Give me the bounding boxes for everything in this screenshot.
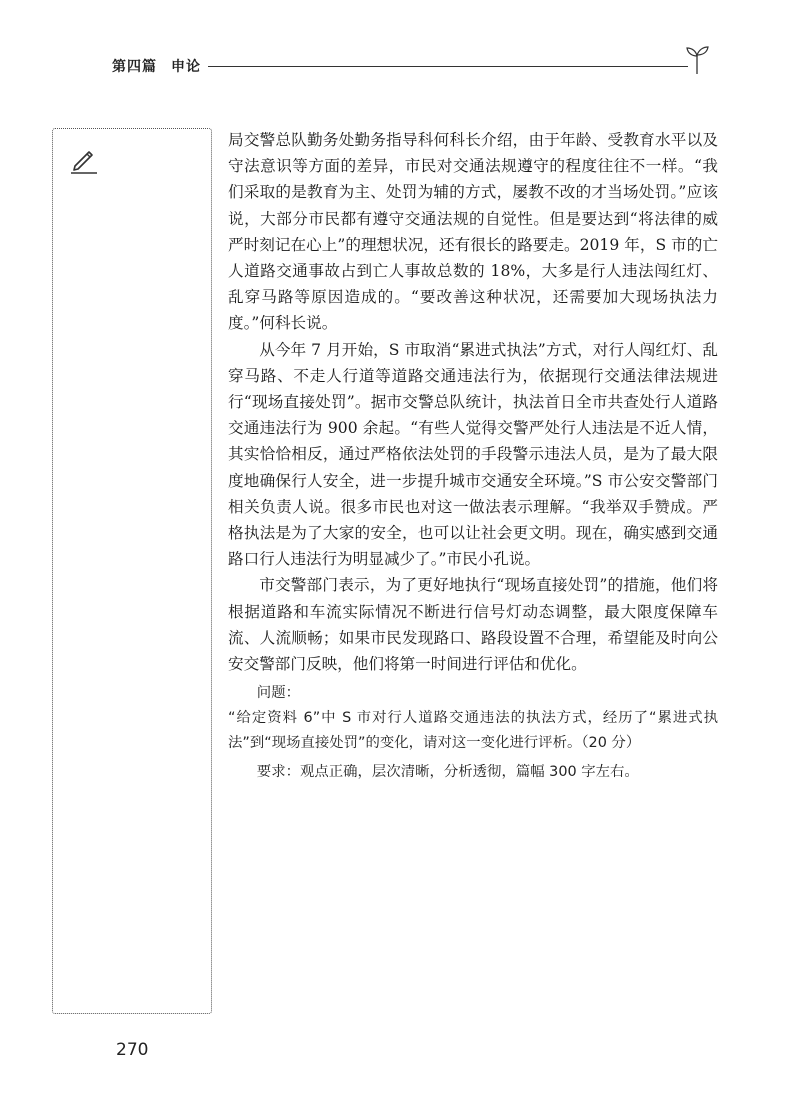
question-block [228, 681, 718, 785]
question-label: 问题： [256, 685, 300, 702]
question-requirement: 要求：观点正确，层次清晰，分析透彻，篇幅 300 字左右。 [256, 764, 639, 781]
article-body [228, 127, 718, 785]
header-rule [208, 66, 688, 67]
paragraph: 局交警总队勤务处勤务指导科何科长介绍，由于年龄、受教育水平以及守法意识等方面的差异，市民对交通法规遵守的程度往往不一样。“我们采取的是教育为主、处罚为辅的方式，屡教不改的才当场处罚。”应该说，大部分市民都有遵守交通法规的自觉性。但是要达到“将法律的威严时刻记在心上”的理想状况，还有很长的路要走。2019 年，S 市的亡人道路交通事故占到亡人事故总数的 18%，大多是行人违法闯红灯、乱穿马路等原因造成的。“要改善这种状况，还需要加大现场执法力度。”何科长说。 [228, 131, 718, 333]
paragraph: 从今年 7 月开始，S 市取消“累进式执法”方式，对行人闯红灯、乱穿马路、不走人行道等道路交通违法行为，依据现行交通法律法规进行“现场直接处罚”。据市交警总队统计，执法首日全市共查处行人道路交通违法行为 900 余起。“有些人觉得交警严处行人违法是不近人情，其实恰恰相反，通过严格依法处罚的手段警示违法人员，是为了最大限度地确保行人安全，进一步提升城市交通安全环境。”S 市公安交警部门相关负责人说。很多市民也对这一做法表示理解。“我举双手赞成。严格执法是为了大家的安全，也可以让社会更文明。现在，确实感到交通路口行人违法行为明显减少了。”市民小孔说。 [228, 340, 718, 569]
paragraph: 市交警部门表示，为了更好地执行“现场直接处罚”的措施，他们将根据道路和车流实际情况不断进行信号灯动态调整，最大限度保障车流、人流顺畅；如果市民发现路口、路段设置不合理，希望能及时向公安交警部门反映，他们将第一时间进行评估和优化。 [228, 576, 718, 674]
pen-icon [69, 145, 99, 175]
question-text: “给定资料 6”中 S 市对行人道路交通违法的执法方式，经历了“累进式执法”到“现场直接处罚”的变化，请对这一变化进行评析。（20 分） [228, 710, 718, 752]
section-label: 申论 [171, 59, 201, 75]
page-header [112, 54, 710, 78]
chapter-title [112, 56, 201, 76]
page-number: 270 [116, 1040, 149, 1060]
sprout-icon [684, 44, 710, 74]
part-label: 第四篇 [112, 59, 157, 75]
notes-margin-box [52, 128, 212, 1014]
